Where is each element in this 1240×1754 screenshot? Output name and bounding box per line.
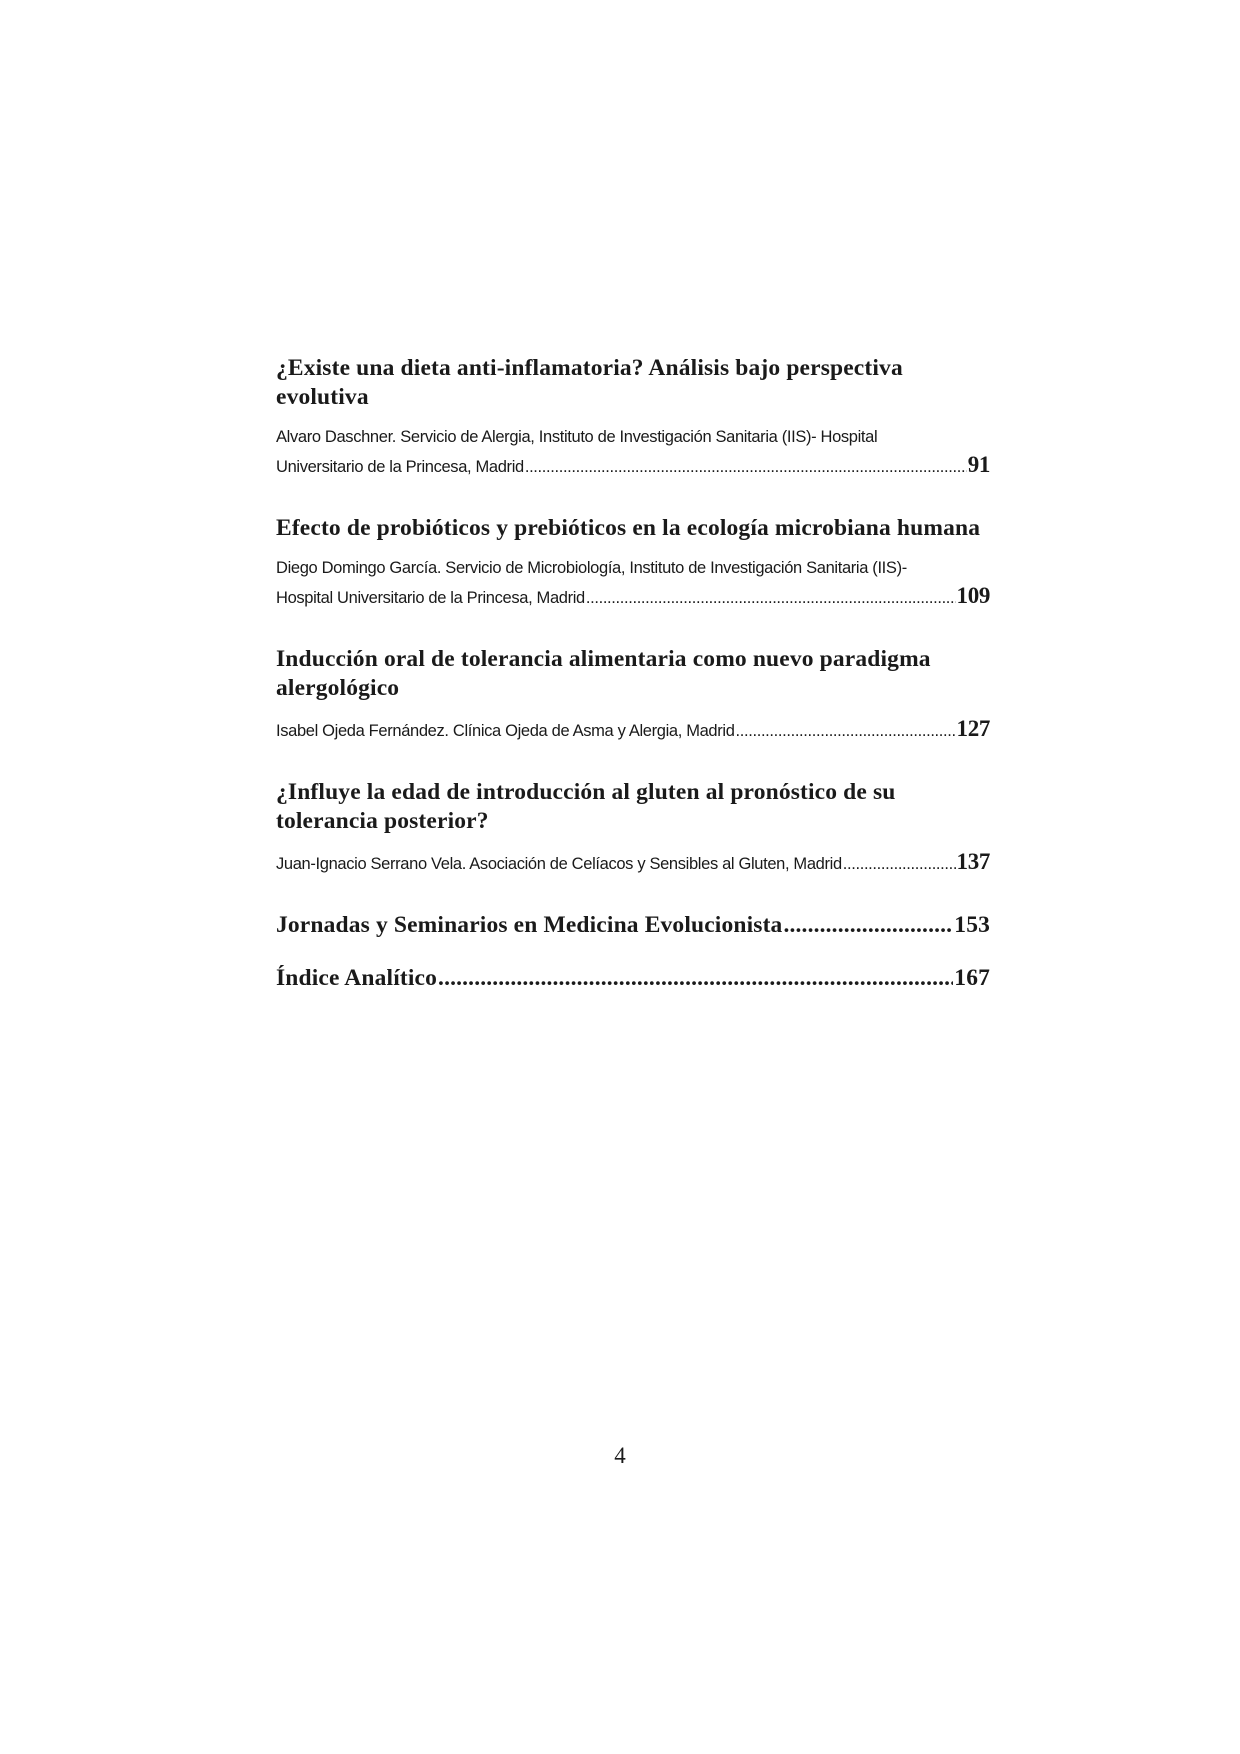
- page-number: 109: [956, 583, 990, 608]
- page-number: 167: [954, 965, 990, 991]
- chapter-title: Inducción oral de tolerancia alimentaria como nuevo paradigma alergológico: [276, 646, 931, 701]
- toc-entry: [276, 514, 990, 612]
- dot-leader: [438, 964, 953, 993]
- page-number: 153: [954, 912, 990, 938]
- page-folio: 4: [614, 1443, 626, 1468]
- dot-leader: [783, 911, 953, 940]
- toc-entry: [276, 354, 990, 481]
- page-number: 127: [956, 716, 990, 741]
- toc-section-jornadas: [276, 911, 990, 940]
- toc-entry: [276, 645, 990, 745]
- dot-leader: [736, 718, 956, 745]
- toc-entry: [276, 778, 990, 878]
- author-affiliation-leader-row: [276, 582, 990, 612]
- chapter-title: ¿Existe una dieta anti-inflamatoria? Análisis bajo perspectiva evolutiva: [276, 355, 903, 410]
- section-title: Índice Analítico: [276, 965, 438, 991]
- dot-leader: [843, 851, 956, 878]
- author-affiliation-leader-row: [276, 715, 990, 745]
- dot-leader: [525, 454, 967, 481]
- chapter-title: Efecto de probióticos y prebióticos en la ecología microbiana humana: [276, 515, 981, 541]
- author-affiliation: Isabel Ojeda Fernández. Clínica Ojeda de Asma y Alergia, Madrid: [276, 722, 735, 740]
- author-affiliation-continued: Universitario de la Princesa, Madrid: [276, 458, 524, 476]
- table-of-contents: [276, 354, 990, 1017]
- author-affiliation-leader-row: [276, 848, 990, 878]
- author-affiliation-continued: Hospital Universitario de la Princesa, Madrid: [276, 589, 585, 607]
- author-affiliation: Juan-Ignacio Serrano Vela. Asociación de Celíacos y Sensibles al Gluten, Madrid: [276, 855, 842, 873]
- page-number: 91: [967, 452, 990, 477]
- dot-leader: [586, 585, 956, 612]
- author-affiliation-leader-row: [276, 451, 990, 481]
- author-affiliation: Diego Domingo García. Servicio de Microbiología, Instituto de Investigación Sanitaria (IIS)-: [276, 559, 907, 577]
- author-affiliation: Alvaro Daschner. Servicio de Alergia, Instituto de Investigación Sanitaria (IIS)- Hospital: [276, 428, 878, 446]
- chapter-title: ¿Influye la edad de introducción al gluten al pronóstico de su tolerancia posterior?: [276, 779, 896, 834]
- section-title: Jornadas y Seminarios en Medicina Evolucionista: [276, 912, 783, 938]
- toc-section-indice: [276, 964, 990, 993]
- page-number: 137: [956, 849, 990, 874]
